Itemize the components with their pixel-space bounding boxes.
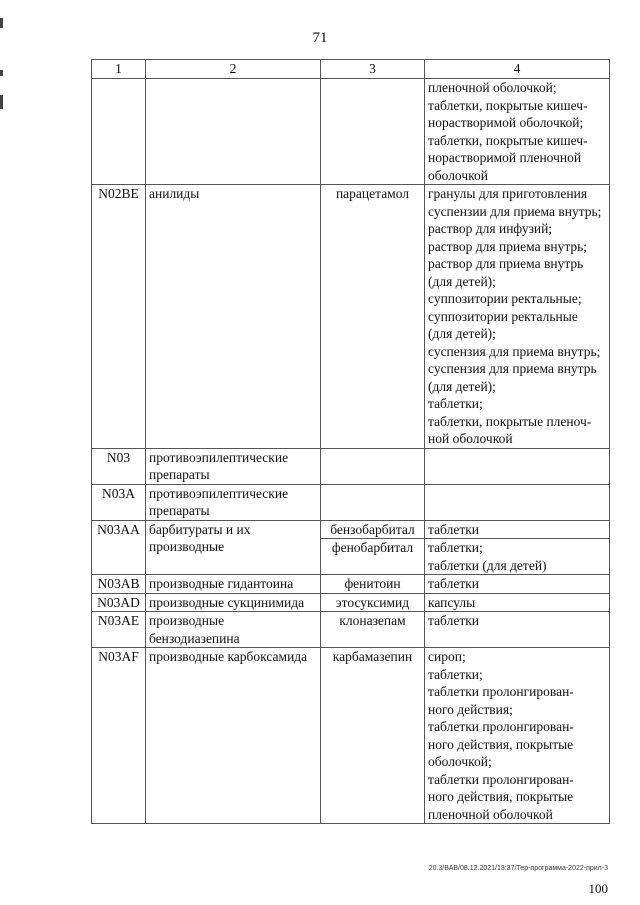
dosage-form-line: таблетки bbox=[428, 613, 480, 628]
dosage-form-line: суспензия для приема внутрь; bbox=[428, 343, 601, 359]
atc-code: N03 bbox=[92, 448, 146, 484]
atc-code: N03A bbox=[92, 484, 146, 520]
dosage-form-line: сироп; bbox=[428, 649, 466, 664]
atc-code: N03AE bbox=[92, 612, 146, 648]
table-row-n03ab bbox=[92, 575, 610, 594]
document-reference: 20.3/ВАВ/08.12.2021/13:37/Тер-программа-2022-прил-3 bbox=[428, 865, 608, 872]
table-row-n03af bbox=[92, 648, 610, 824]
dosage-form-line: (для детей); bbox=[428, 326, 496, 341]
dosage-forms bbox=[425, 484, 610, 520]
atc-code: N03AB bbox=[92, 575, 146, 594]
pharmacological-group: барбитураты и их производные bbox=[146, 520, 321, 575]
dosage-form-line: таблетки пролонгирован- bbox=[428, 719, 574, 734]
dosage-form-line: таблетки пролонгирован- bbox=[428, 771, 574, 787]
dosage-form-line: (для детей); bbox=[428, 273, 496, 289]
dosage-form-line: ной оболочкой bbox=[428, 431, 513, 446]
dosage-form-line: ного действия; bbox=[428, 701, 513, 717]
atc-code: N03AD bbox=[92, 593, 146, 612]
dosage-form-line: норастворимой пленочной bbox=[428, 150, 582, 165]
dosage-form-line: пленочной оболочкой; bbox=[428, 80, 557, 95]
column-header-3: 3 bbox=[321, 60, 425, 79]
pharmacological-group: производные гидантоина bbox=[146, 575, 321, 594]
drug-table bbox=[91, 59, 610, 824]
pharmacological-group: противоэпилептические препараты bbox=[146, 484, 321, 520]
drug-name bbox=[321, 448, 425, 484]
dosage-form-line: таблетки; bbox=[428, 396, 483, 411]
dosage-form-line: таблетки; bbox=[428, 666, 483, 682]
dosage-form-line: таблетки пролонгирован- bbox=[428, 684, 574, 699]
pharmacological-group: противоэпилептические препараты bbox=[146, 448, 321, 484]
dosage-form-line: суппозитории ректальные bbox=[428, 308, 578, 324]
dosage-form-line: норастворимой оболочкой; bbox=[428, 115, 584, 130]
dosage-form-line: суспензии для приема внутрь; bbox=[428, 203, 602, 219]
dosage-form-line: пленочной оболочкой bbox=[428, 806, 553, 822]
table-row-continuation bbox=[92, 79, 610, 185]
pharmacological-group: производные сукцинимида bbox=[146, 593, 321, 612]
pharmacological-group: производные карбоксамида bbox=[146, 648, 321, 824]
dosage-form-line: таблетки, покрытые кишеч- bbox=[428, 132, 588, 148]
pharmacological-group: анилиды bbox=[146, 185, 321, 449]
pharmacological-group: производные бензодиазепина bbox=[146, 612, 321, 648]
atc-code: N02BE bbox=[92, 185, 146, 449]
dosage-forms bbox=[425, 520, 610, 539]
scan-margin-mark bbox=[0, 70, 3, 76]
drug-name: карбамазепин bbox=[321, 648, 425, 824]
atc-code: N03AA bbox=[92, 520, 146, 575]
dosage-form-line: таблетки, покрытые кишеч- bbox=[428, 97, 588, 113]
table-header-row bbox=[92, 60, 610, 79]
pharmacological-group bbox=[146, 79, 321, 185]
drug-name: фенитоин bbox=[321, 575, 425, 594]
dosage-form-line: раствор для приема внутрь; bbox=[428, 238, 588, 254]
dosage-form-line: гранулы для приготовления bbox=[428, 186, 588, 201]
dosage-forms bbox=[425, 648, 610, 824]
dosage-form-line: (для детей); bbox=[428, 378, 496, 394]
page-number: 71 bbox=[312, 30, 328, 46]
atc-code: N03AF bbox=[92, 648, 146, 824]
scan-margin-mark bbox=[0, 18, 3, 28]
drug-name bbox=[321, 79, 425, 185]
dosage-form-line: суспензия для приема внутрь bbox=[428, 361, 597, 376]
drug-name: клоназепам bbox=[321, 612, 425, 648]
scan-margin-mark bbox=[0, 95, 3, 109]
table-row-n03ae bbox=[92, 612, 610, 648]
dosage-form-line: ного действия, покрытые bbox=[428, 789, 574, 804]
dosage-form-line: капсулы bbox=[428, 594, 476, 610]
column-header-2: 2 bbox=[146, 60, 321, 79]
table-row-n03ad bbox=[92, 593, 610, 612]
dosage-form-line: таблетки (для детей) bbox=[428, 557, 547, 573]
drug-name bbox=[321, 484, 425, 520]
dosage-forms bbox=[425, 185, 610, 449]
dosage-form-line: таблетки; bbox=[428, 540, 483, 555]
drug-name: фенобарбитал bbox=[321, 539, 425, 575]
dosage-form-line: таблетки bbox=[428, 576, 480, 591]
dosage-form-line: таблетки bbox=[428, 521, 480, 537]
dosage-form-line: раствор для инфузий; bbox=[428, 221, 553, 236]
dosage-forms bbox=[425, 593, 610, 612]
atc-code bbox=[92, 79, 146, 185]
dosage-form-line: таблетки, покрытые пленоч- bbox=[428, 413, 592, 429]
drug-name: бензобарбитал bbox=[321, 520, 425, 539]
dosage-forms bbox=[425, 79, 610, 185]
drug-name: этосуксимид bbox=[321, 593, 425, 612]
table-body bbox=[92, 79, 610, 824]
dosage-forms bbox=[425, 539, 610, 575]
dosage-form-line: оболочкой bbox=[428, 167, 488, 183]
table-row-n02be bbox=[92, 185, 610, 449]
dosage-form-line: оболочкой; bbox=[428, 754, 492, 769]
table-row-n03a bbox=[92, 484, 610, 520]
dosage-form-line: ного действия, покрытые bbox=[428, 736, 574, 752]
dosage-forms bbox=[425, 612, 610, 648]
dosage-form-line: суппозитории ректальные; bbox=[428, 291, 582, 306]
drug-name: парацетамол bbox=[321, 185, 425, 449]
table-row-n03aa bbox=[92, 520, 610, 539]
column-header-4: 4 bbox=[425, 60, 610, 79]
column-header-1: 1 bbox=[92, 60, 146, 79]
sheet-number: 100 bbox=[588, 881, 608, 896]
dosage-form-line: раствор для приема внутрь bbox=[428, 256, 584, 271]
dosage-forms bbox=[425, 575, 610, 594]
dosage-forms bbox=[425, 448, 610, 484]
table-row-n03 bbox=[92, 448, 610, 484]
